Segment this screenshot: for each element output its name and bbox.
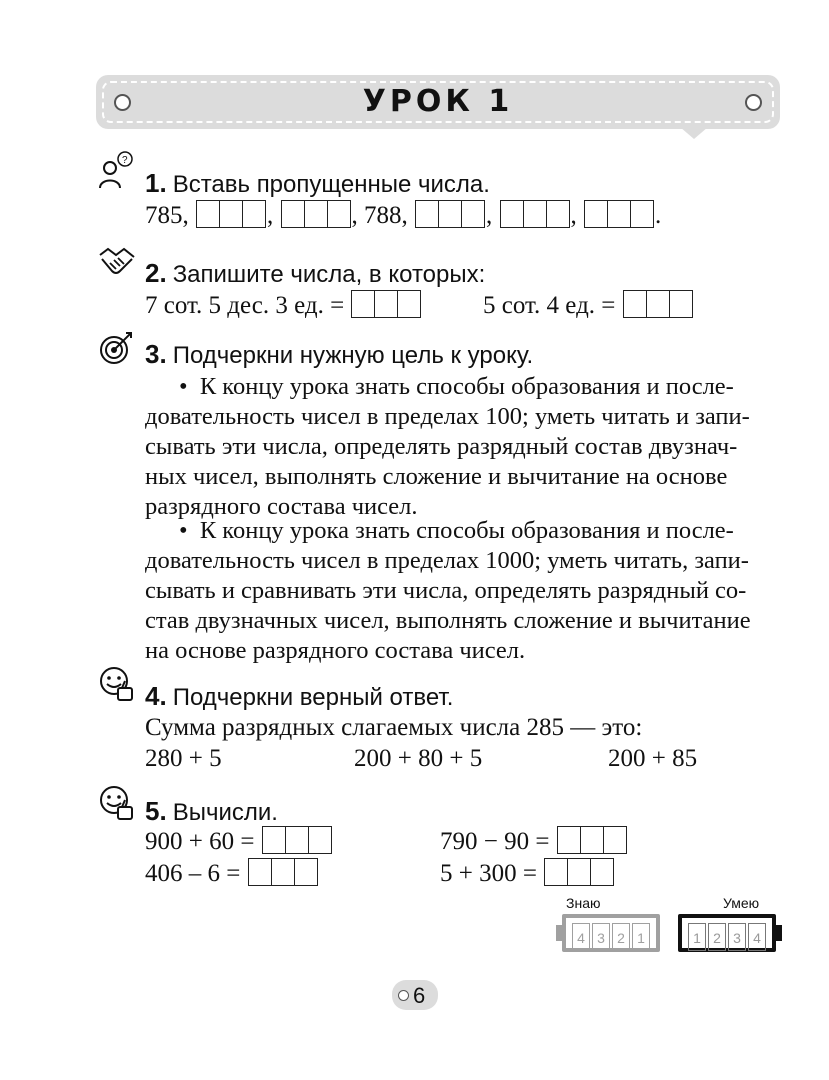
- period: .: [655, 202, 662, 229]
- task2-number: 2.: [145, 258, 167, 288]
- can-cell[interactable]: 3: [728, 923, 746, 951]
- option-3[interactable]: 200 + 85: [608, 745, 698, 772]
- svg-text:?: ?: [122, 155, 128, 166]
- task1-title: [145, 168, 490, 199]
- goal-line: К концу урока знать способы образования и после-: [199, 373, 734, 400]
- calc-1: [145, 828, 333, 857]
- answer-box[interactable]: [557, 826, 627, 854]
- goal-line: сывать и сравнивать эти числа, определять разрядный со-: [145, 577, 747, 604]
- can-cell[interactable]: 2: [708, 923, 726, 951]
- smiley-thumbs-up-icon: [98, 666, 136, 702]
- task2-expr1: [145, 292, 422, 321]
- answer-box[interactable]: [544, 858, 614, 886]
- banner-notch: [680, 127, 708, 139]
- goal-line: ных чисел, выполнять сложение и вычитание на основе: [145, 463, 728, 490]
- task2-title: [145, 258, 485, 289]
- seq-mid: 788,: [364, 202, 408, 229]
- expr-text: 790 − 90 =: [440, 828, 550, 855]
- answer-box[interactable]: [351, 290, 421, 318]
- task5-number: 5.: [145, 796, 167, 826]
- target-icon: [98, 330, 134, 366]
- expr-text: 900 + 60 =: [145, 828, 255, 855]
- task4-title: [145, 681, 453, 712]
- can-label: Умею: [723, 895, 760, 911]
- goal-2[interactable]: [145, 516, 779, 666]
- know-battery: [556, 914, 660, 952]
- task1-sequence: [145, 202, 661, 231]
- task5-title-text: Вычисли.: [172, 799, 278, 826]
- task1-number: 1.: [145, 168, 167, 198]
- calc-2: [440, 828, 628, 857]
- answer-box[interactable]: [584, 200, 654, 228]
- know-cell[interactable]: 1: [632, 923, 650, 951]
- expr-text: 5 + 300 =: [440, 860, 537, 887]
- goal-line: К концу урока знать способы образования и после-: [199, 517, 734, 544]
- goal-line: сывать эти числа, определять разрядный состав двузнач-: [145, 433, 738, 460]
- can-cell[interactable]: 1: [688, 923, 706, 951]
- task4-number: 4.: [145, 681, 167, 711]
- task4-title-text: Подчеркни верный ответ.: [172, 684, 454, 711]
- goal-line: разрядного состава чисел.: [145, 493, 418, 520]
- option-1[interactable]: 280 + 5: [145, 745, 222, 772]
- smiley-thumbs-up-icon: [98, 785, 136, 821]
- comma: ,: [351, 202, 358, 229]
- seq-start: 785,: [145, 202, 189, 229]
- comma: ,: [486, 202, 493, 229]
- know-cell[interactable]: 4: [572, 923, 590, 951]
- answer-box[interactable]: [281, 200, 351, 228]
- comma: ,: [267, 202, 274, 229]
- comma: ,: [570, 202, 577, 229]
- answer-box[interactable]: [623, 290, 693, 318]
- task2-title-text: Запишите числа, в которых:: [172, 261, 486, 288]
- lesson-title: УРОК 1: [362, 84, 514, 119]
- bullet: •: [179, 373, 188, 400]
- answer-box[interactable]: [262, 826, 332, 854]
- task2-expr2: [483, 292, 694, 321]
- know-cell[interactable]: 3: [592, 923, 610, 951]
- expr-text: 7 сот. 5 дес. 3 ед. =: [145, 292, 345, 319]
- goal-line: довательность чисел в пределах 1000; уметь читать, запи-: [145, 547, 749, 574]
- task3-title-text: Подчеркни нужную цель к уроку.: [172, 342, 534, 369]
- answer-box[interactable]: [500, 200, 570, 228]
- task1-title-text: Вставь пропущенные числа.: [172, 171, 490, 198]
- task3-title: [145, 339, 533, 370]
- answer-box[interactable]: [415, 200, 485, 228]
- bullet: •: [179, 517, 188, 544]
- can-battery: [678, 914, 782, 952]
- answer-box[interactable]: [196, 200, 266, 228]
- page-number: 6: [413, 983, 426, 1008]
- know-label: Знаю: [566, 895, 601, 911]
- option-2[interactable]: 200 + 80 + 5: [354, 745, 483, 772]
- expr-text: 5 сот. 4 ед. =: [483, 292, 616, 319]
- know-cell[interactable]: 2: [612, 923, 630, 951]
- goal-1[interactable]: [145, 372, 779, 522]
- goal-line: став двузначных чисел, выполнять сложение и вычитание: [145, 607, 751, 634]
- goal-line: на основе разрядного состава чисел.: [145, 637, 526, 664]
- task5-title: [145, 796, 278, 827]
- page-number-badge: [392, 980, 438, 1010]
- calc-3: [145, 860, 319, 889]
- calc-4: [440, 860, 615, 889]
- lesson-banner: [96, 75, 780, 129]
- can-cell[interactable]: 4: [748, 923, 766, 951]
- task4-question: Сумма разрядных слагаемых числа 285 — это:: [145, 714, 643, 741]
- answer-box[interactable]: [248, 858, 318, 886]
- handshake-icon: [98, 245, 136, 279]
- task3-number: 3.: [145, 339, 167, 369]
- goal-line: довательность чисел в пределах 100; уметь читать и запи-: [145, 403, 750, 430]
- expr-text: 406 – 6 =: [145, 860, 241, 887]
- thinking-person-icon: [98, 150, 134, 190]
